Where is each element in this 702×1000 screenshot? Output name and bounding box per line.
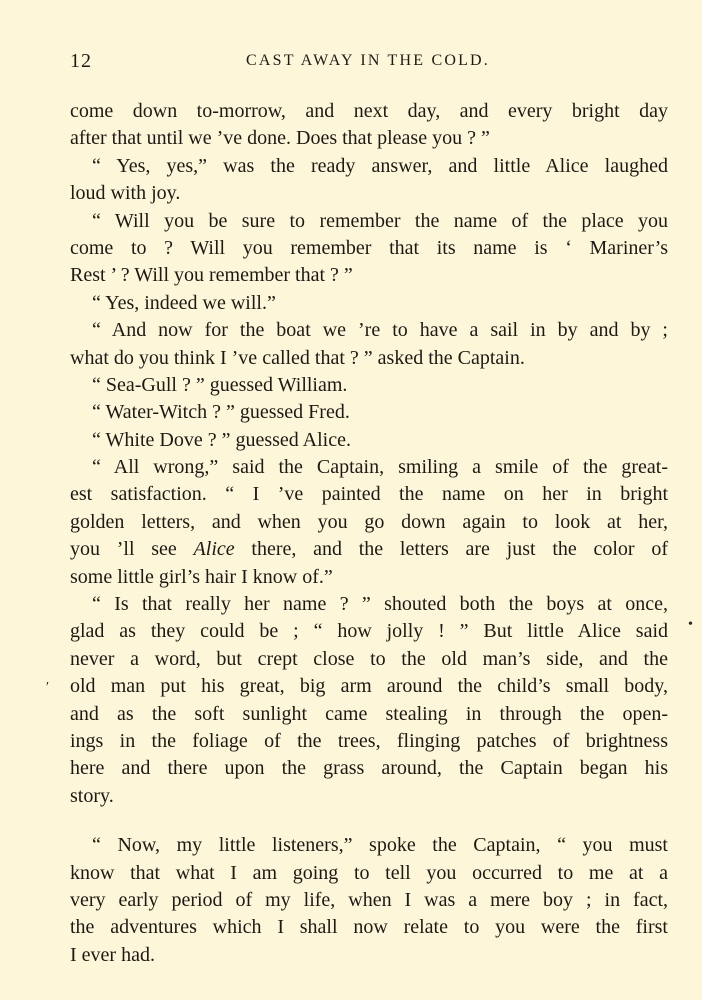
text-line: ings in the foliage of the trees, flinging patches of brightness (70, 729, 668, 752)
text-line: “ Yes, yes,” was the ready answer, and little Alice laughed (92, 154, 668, 177)
text-line: “ Now, my little listeners,” spoke the Captain, “ you must (92, 834, 668, 857)
text-line: “ And now for the boat we ’re to have a sail in by and by ; (92, 319, 668, 342)
text-line: “ White Dove ? ” guessed Alice. (92, 428, 351, 451)
text-line: loud with joy. (70, 182, 181, 205)
text-line: what do you think I ’ve called that ? ” asked the Captain. (70, 346, 525, 369)
text-line: “ Sea-Gull ? ” guessed William. (92, 373, 348, 396)
text-line: glad as they could be ; “ how jolly ! ” But little Alice said (70, 620, 668, 643)
print-speck: ′ (46, 680, 50, 695)
paragraph-gap (70, 810, 668, 832)
text-line: “ Is that really her name ? ” shouted both the boys at once, (92, 593, 668, 616)
text-line: come to ? Will you remember that its name is ‘ Mariner’s (70, 236, 668, 259)
text-line: never a word, but crept close to the old man’s side, and the (70, 647, 668, 670)
text-line: story. (70, 784, 114, 807)
text-line: come down to-morrow, and next day, and every bright day (70, 100, 668, 122)
body-text (70, 98, 668, 969)
print-speck: • (688, 617, 693, 632)
text-line: know that what I am going to tell you occurred to me at a (70, 861, 668, 884)
text-line: “ Water-Witch ? ” guessed Fred. (92, 401, 350, 424)
page-header (70, 50, 666, 78)
text-line: after that until we ’ve done. Does that please you ? ” (70, 127, 490, 150)
text-line: old man put his great, big arm around the child’s small body, (70, 675, 668, 698)
text-line: I ever had. (70, 943, 155, 966)
page-number: 12 (70, 50, 92, 72)
text-line: “ All wrong,” said the Captain, smiling a smile of the great- (92, 456, 668, 479)
running-title: CAST AWAY IN THE COLD. (245, 52, 491, 69)
text-line: you ’ll see Alice there, and the letters are just the color of (70, 538, 668, 561)
text-line: Rest ’ ? Will you remember that ? ” (70, 264, 353, 287)
text-line: very early period of my life, when I was a mere boy ; in fact, (70, 888, 668, 911)
text-line: “ Will you be sure to remember the name of the place you (92, 209, 668, 232)
text-line: some little girl’s hair I know of.” (70, 565, 333, 588)
text-line: est satisfaction. “ I ’ve painted the name on her in bright (70, 483, 668, 506)
text-line: the adventures which I shall now relate to you were the first (70, 916, 668, 939)
text-line: and as the soft sunlight came stealing in through the open- (70, 702, 668, 725)
text-line: here and there upon the grass around, the Captain began his (70, 757, 668, 780)
text-line: golden letters, and when you go down again to look at her, (70, 510, 668, 533)
boat-name: Alice (193, 538, 235, 561)
text-line: “ Yes, indeed we will.” (92, 291, 276, 314)
